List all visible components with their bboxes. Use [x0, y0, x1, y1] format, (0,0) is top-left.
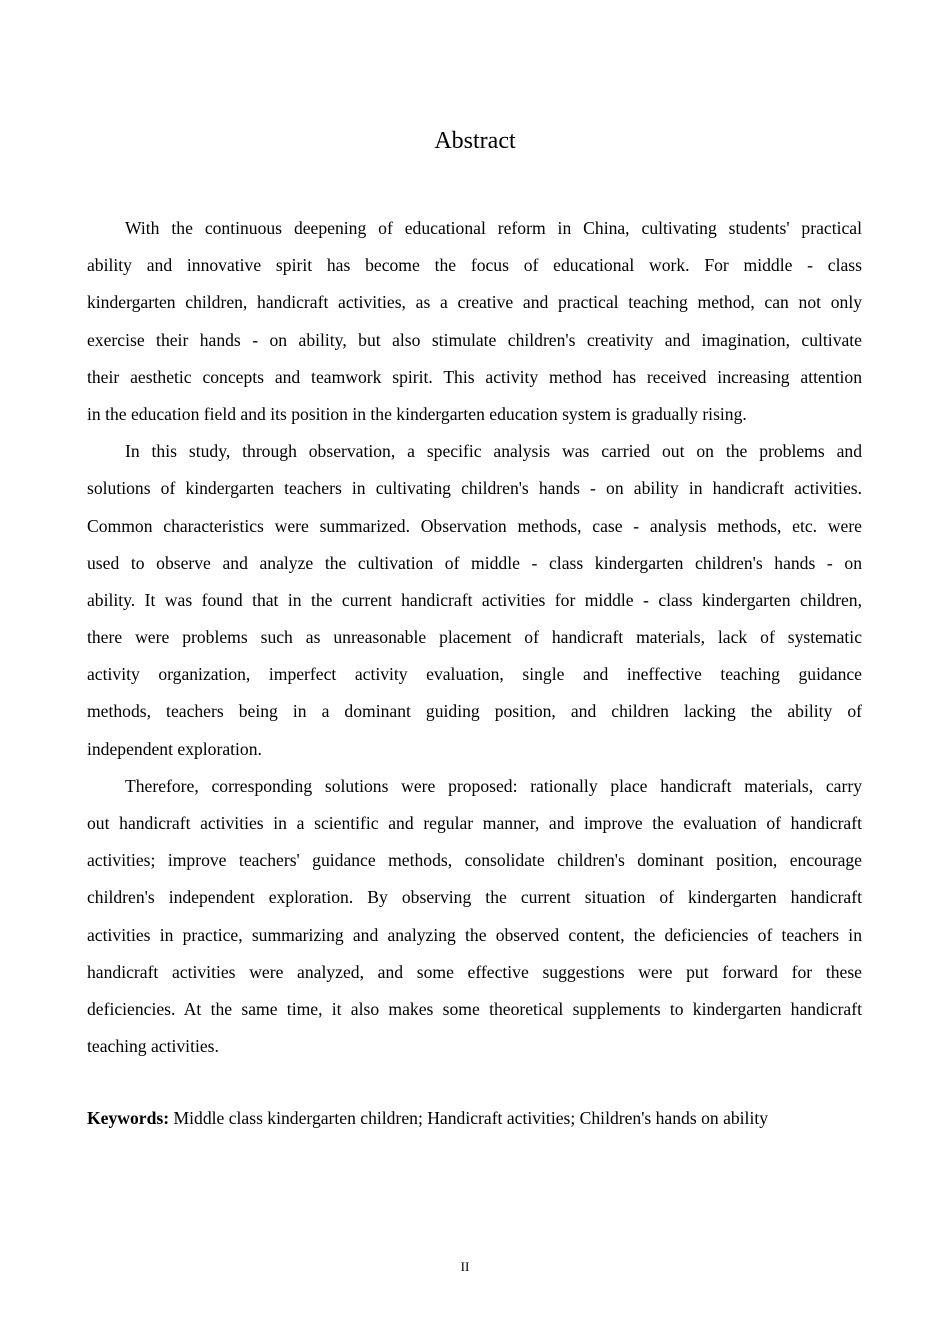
text-line: activity organization, imperfect activity evaluation, single and ineffective teaching guidance: [87, 664, 862, 685]
text-line: handicraft activities were analyzed, and some effective suggestions were put forward for these: [87, 961, 862, 982]
text-line: exercise their hands - on ability, but also stimulate children's creativity and imagination, cultivate: [87, 329, 862, 350]
text-line: activities in practice, summarizing and analyzing the observed content, the deficiencies of teachers in: [87, 924, 862, 945]
abstract-paragraph: [87, 210, 862, 433]
page-title: Abstract: [434, 128, 516, 154]
text-line: kindergarten children, handicraft activities, as a creative and practical teaching method, can not only: [87, 292, 862, 313]
keywords-text: Middle class kindergarten children; Handicraft activities; Children's hands on ability: [169, 1108, 769, 1128]
text-line: out handicraft activities in a scientific and regular manner, and improve the evaluation of handicraft: [87, 813, 862, 833]
text-line: solutions of kindergarten teachers in cultivating children's hands - on ability in handicraft activities.: [87, 478, 862, 499]
keywords: [87, 1100, 862, 1137]
text-line: their aesthetic concepts and teamwork spirit. This activity method has received increasing attention: [87, 366, 862, 387]
abstract-body: [87, 210, 862, 1065]
text-line: With the continuous deepening of educational reform in China, cultivating students' practical: [125, 218, 862, 238]
keywords-label: Keywords:: [87, 1108, 170, 1128]
text-line: deficiencies. At the same time, it also makes some theoretical supplements to kindergarten handicraft: [87, 998, 862, 1019]
text-line: activities; improve teachers' guidance methods, consolidate children's dominant position, encourage: [87, 850, 862, 871]
text-line: ability and innovative spirit has become the focus of educational work. For middle - class: [87, 255, 862, 276]
text-line: children's independent exploration. By observing the current situation of kindergarten handicraft: [87, 887, 862, 908]
abstract-paragraph: [87, 768, 862, 1066]
text-line: ability. It was found that in the current handicraft activities for middle - class kindergarten children,: [87, 589, 862, 610]
text-line: in the education field and its position in the kindergarten education system is gradually rising.: [87, 403, 747, 424]
text-line: Common characteristics were summarized. Observation methods, case - analysis methods, etc. were: [87, 515, 862, 536]
text-line: methods, teachers being in a dominant guiding position, and children lacking the ability of: [87, 701, 862, 722]
text-line: teaching activities.: [87, 1036, 219, 1057]
page-number: II: [460, 1259, 470, 1274]
text-line: used to observe and analyze the cultivation of middle - class kindergarten children's hands - on: [87, 552, 862, 573]
abstract-paragraph: [87, 433, 862, 768]
text-line: In this study, through observation, a specific analysis was carried out on the problems and: [125, 441, 862, 462]
text-line: there were problems such as unreasonable placement of handicraft materials, lack of systematic: [87, 627, 862, 648]
text-line: independent exploration.: [87, 738, 262, 759]
text-line: Therefore, corresponding solutions were proposed: rationally place handicraft materials, carry: [125, 775, 862, 796]
